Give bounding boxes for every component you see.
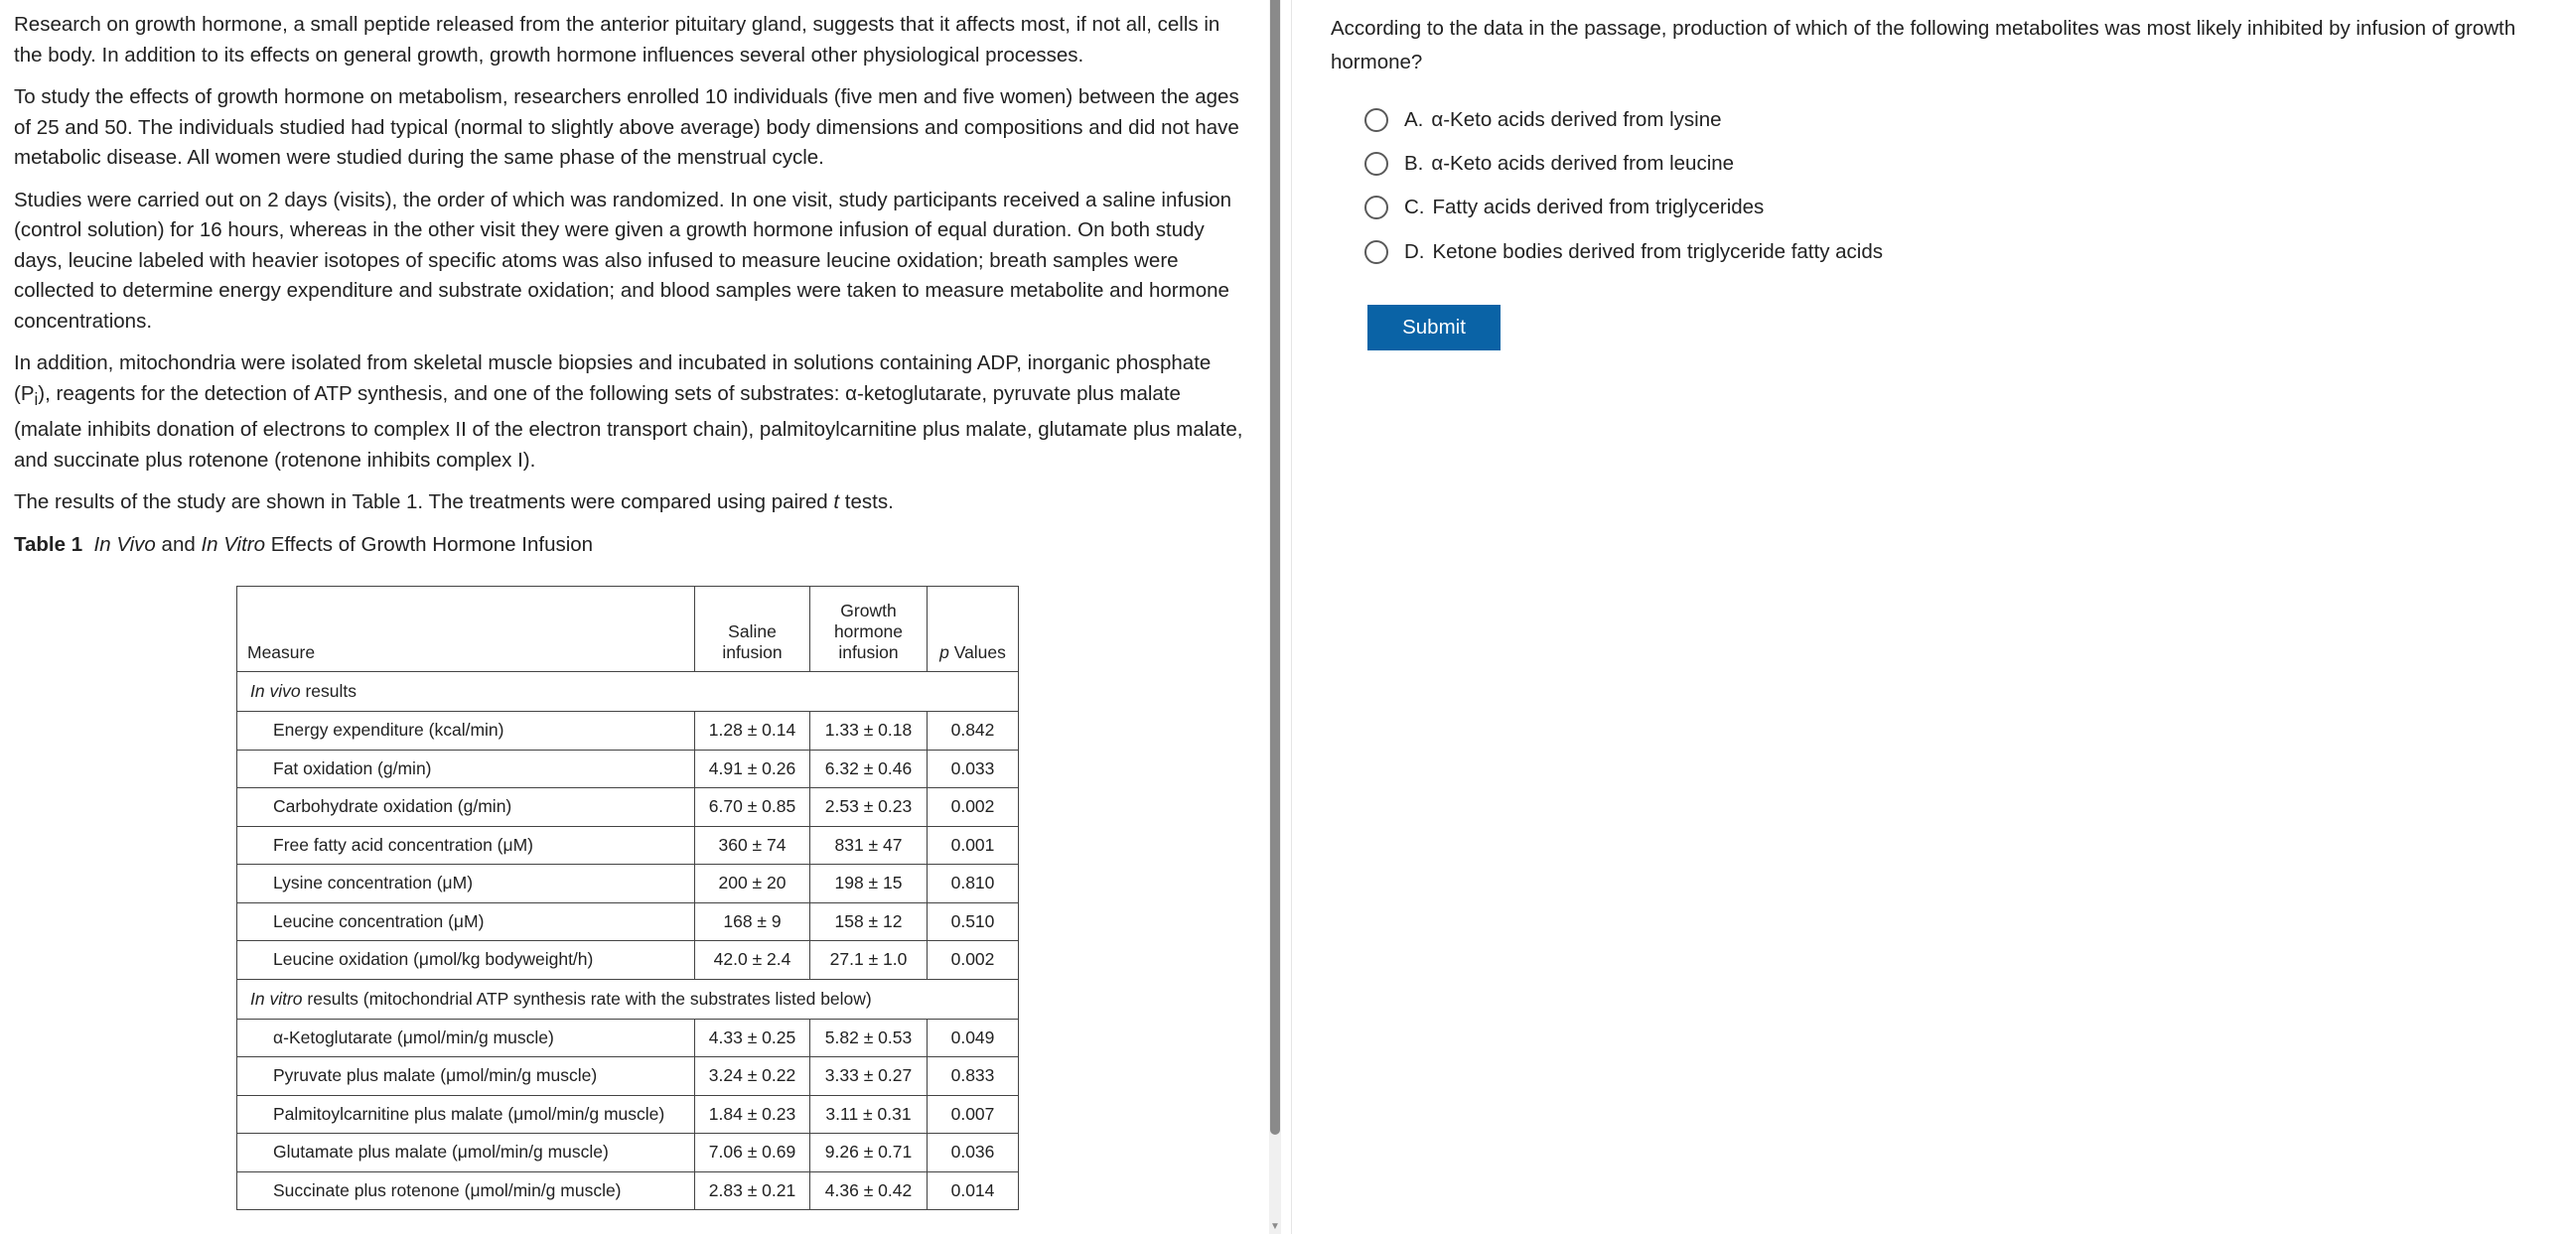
header-gh-line2: hormone: [833, 621, 904, 641]
cell-growth-hormone: 4.36 ± 0.42: [810, 1171, 928, 1210]
passage-paragraph-2: To study the effects of growth hormone on metabolism, researchers enrolled 10 individuals (five men and five women) between the ages of 25 and 50. The individuals studied had typical (normal to slightly above average) body dimensions and compositions and did not have metabolic disease. All women were studied during the same phase of the menstrual cycle.: [14, 85, 1239, 169]
caption-italic-1: In Vivo: [93, 532, 156, 556]
passage-paragraph-5: [14, 487, 1250, 518]
results-table: [236, 586, 1019, 1210]
table-row: [237, 750, 1019, 788]
header-p-rest: Values: [948, 642, 1006, 662]
cell-saline: 360 ± 74: [695, 826, 810, 865]
cell-growth-hormone: 198 ± 15: [810, 865, 928, 903]
cell-p-value: 0.007: [928, 1095, 1019, 1134]
section-in-vivo-rest: results: [300, 681, 357, 701]
answer-option-b[interactable]: [1364, 149, 1734, 179]
cell-saline: 168 ± 9: [695, 902, 810, 941]
table-row: [237, 941, 1019, 980]
table-row: [237, 788, 1019, 827]
p4-text-a: In addition, mitochondria were isolated from skeletal muscle biopsies and incubated in solutions containing ADP, inorganic phosphate (P: [14, 351, 1212, 405]
cell-p-value: 0.002: [928, 941, 1019, 980]
table-row: [237, 1171, 1019, 1210]
cell-measure: α-Ketoglutarate (μmol/min/g muscle): [237, 1019, 695, 1057]
cell-saline: 7.06 ± 0.69: [695, 1134, 810, 1172]
cell-saline: 42.0 ± 2.4: [695, 941, 810, 980]
cell-p-value: 0.842: [928, 712, 1019, 751]
header-growth-hormone: [810, 587, 928, 672]
cell-p-value: 0.002: [928, 788, 1019, 827]
table-row: [237, 826, 1019, 865]
table-row: [237, 1134, 1019, 1172]
answer-option-d[interactable]: [1364, 237, 1883, 267]
cell-saline: 1.28 ± 0.14: [695, 712, 810, 751]
table-caption: [14, 530, 1255, 560]
question-pane: [1331, 12, 2576, 339]
table-row: [237, 865, 1019, 903]
header-measure: Measure: [237, 587, 695, 672]
cell-saline: 4.91 ± 0.26: [695, 750, 810, 788]
cell-measure: Energy expenditure (kcal/min): [237, 712, 695, 751]
table-row: [237, 712, 1019, 751]
header-saline: [695, 587, 810, 672]
table-row: [237, 1019, 1019, 1057]
radio-button-c[interactable]: [1364, 196, 1388, 219]
cell-growth-hormone: 3.11 ± 0.31: [810, 1095, 928, 1134]
cell-measure: Palmitoylcarnitine plus malate (μmol/min/g muscle): [237, 1095, 695, 1134]
header-p-italic: p: [939, 642, 949, 662]
table-row: [237, 1095, 1019, 1134]
cell-growth-hormone: 831 ± 47: [810, 826, 928, 865]
passage-scrollbar-thumb[interactable]: [1270, 0, 1280, 1135]
table-row: [237, 902, 1019, 941]
passage-paragraph-1: Research on growth hormone, a small peptide released from the anterior pituitary gland, suggests that it affects most, if not all, cells in the body. In addition to its effects on general growth, growth hormone influences several other physiological processes.: [14, 13, 1220, 67]
table-caption-label: Table 1: [14, 532, 83, 556]
section-in-vivo: [237, 672, 1019, 712]
passage-paragraph-3: Studies were carried out on 2 days (visits), the order of which was randomized. In one visit, study participants received a saline infusion (control solution) for 16 hours, whereas in the other visit they were given a growth hormone infusion of equal duration. On both study days, leucine labeled with heavier isotopes of specific atoms was also infused to measure leucine oxidation; breath samples were collected to determine energy expenditure and substrate oxidation; and blood samples were taken to measure metabolite and hormone concentrations.: [14, 188, 1232, 333]
option-text: Ketone bodies derived from triglyceride fatty acids: [1432, 240, 1884, 263]
cell-measure: Glutamate plus malate (μmol/min/g muscle): [237, 1134, 695, 1172]
cell-saline: 3.24 ± 0.22: [695, 1057, 810, 1096]
radio-button-b[interactable]: [1364, 152, 1388, 176]
answer-option-c[interactable]: [1364, 193, 1764, 222]
option-text: Fatty acids derived from triglycerides: [1432, 196, 1765, 218]
section-in-vitro-rest: results (mitochondrial ATP synthesis rate with the substrates listed below): [302, 988, 872, 1009]
cell-measure: Succinate plus rotenone (μmol/min/g muscle): [237, 1171, 695, 1210]
option-letter: B.: [1404, 152, 1424, 175]
cell-measure: Leucine concentration (μM): [237, 902, 695, 941]
header-gh-line1: Growth: [840, 601, 897, 620]
section-row-in-vitro: [237, 979, 1019, 1019]
submit-button[interactable]: Submit: [1367, 305, 1501, 350]
passage-pane: [0, 0, 1269, 1234]
cell-measure: Carbohydrate oxidation (g/min): [237, 788, 695, 827]
option-letter: C.: [1404, 196, 1425, 218]
option-text: α-Keto acids derived from lysine: [1431, 108, 1722, 131]
cell-measure: Fat oxidation (g/min): [237, 750, 695, 788]
cell-growth-hormone: 6.32 ± 0.46: [810, 750, 928, 788]
cell-p-value: 0.810: [928, 865, 1019, 903]
cell-saline: 200 ± 20: [695, 865, 810, 903]
caption-rest: Effects of Growth Hormone Infusion: [265, 532, 594, 556]
radio-button-a[interactable]: [1364, 108, 1388, 132]
cell-measure: Leucine oxidation (μmol/kg bodyweight/h): [237, 941, 695, 980]
caption-and: and: [155, 532, 202, 556]
cell-p-value: 0.833: [928, 1057, 1019, 1096]
cell-p-value: 0.510: [928, 902, 1019, 941]
cell-growth-hormone: 1.33 ± 0.18: [810, 712, 928, 751]
p5-italic: t: [833, 490, 840, 514]
cell-growth-hormone: 5.82 ± 0.53: [810, 1019, 928, 1057]
section-in-vivo-italic: In vivo: [250, 681, 301, 701]
option-text: α-Keto acids derived from leucine: [1431, 152, 1735, 175]
answer-option-a[interactable]: [1364, 105, 1722, 135]
header-saline-line1: Saline: [728, 621, 777, 641]
p4-text-b: ), reagents for the detection of ATP synthesis, and one of the following sets of substrates: α-ketoglutarate, pyruvate plus malate (malate inhibits donation of electrons to complex II of the electron transport chain), palmitoylcarnitine plus malate, glutamate plus malate, and succinate plus rotenone (rotenone inhibits complex I).: [14, 381, 1243, 472]
cell-saline: 1.84 ± 0.23: [695, 1095, 810, 1134]
cell-growth-hormone: 9.26 ± 0.71: [810, 1134, 928, 1172]
p5-text-a: The results of the study are shown in Table 1. The treatments were compared using paired: [14, 490, 834, 514]
cell-growth-hormone: 2.53 ± 0.23: [810, 788, 928, 827]
section-in-vitro: [237, 979, 1019, 1019]
header-saline-line2: infusion: [722, 642, 783, 662]
question-stem: According to the data in the passage, production of which of the following metabolites was most likely inhibited by infusion of growth hormone?: [1331, 17, 2516, 73]
header-p-values: [928, 587, 1019, 672]
caption-italic-2: In Vitro: [201, 532, 266, 556]
scroll-down-arrow-icon[interactable]: ▼: [1270, 1221, 1280, 1232]
cell-p-value: 0.036: [928, 1134, 1019, 1172]
p4-subscript: i: [34, 389, 39, 409]
cell-p-value: 0.001: [928, 826, 1019, 865]
cell-measure: Pyruvate plus malate (μmol/min/g muscle): [237, 1057, 695, 1096]
cell-saline: 6.70 ± 0.85: [695, 788, 810, 827]
table-row: [237, 1057, 1019, 1096]
cell-measure: Lysine concentration (μM): [237, 865, 695, 903]
table-body: [237, 672, 1019, 1210]
cell-saline: 4.33 ± 0.25: [695, 1019, 810, 1057]
p5-text-b: tests.: [839, 490, 894, 514]
radio-button-d[interactable]: [1364, 240, 1388, 264]
passage-paragraph-4: [14, 348, 1250, 476]
cell-p-value: 0.033: [928, 750, 1019, 788]
cell-growth-hormone: 3.33 ± 0.27: [810, 1057, 928, 1096]
divider: [1291, 0, 1292, 1234]
section-row-in-vivo: [237, 672, 1019, 712]
section-in-vitro-italic: In vitro: [250, 988, 303, 1009]
header-gh-line3: infusion: [838, 642, 899, 662]
cell-growth-hormone: 27.1 ± 1.0: [810, 941, 928, 980]
cell-p-value: 0.049: [928, 1019, 1019, 1057]
cell-measure: Free fatty acid concentration (μM): [237, 826, 695, 865]
cell-saline: 2.83 ± 0.21: [695, 1171, 810, 1210]
option-letter: D.: [1404, 240, 1425, 263]
cell-growth-hormone: 158 ± 12: [810, 902, 928, 941]
cell-p-value: 0.014: [928, 1171, 1019, 1210]
option-letter: A.: [1404, 108, 1424, 131]
table-header-row: [237, 587, 1019, 672]
